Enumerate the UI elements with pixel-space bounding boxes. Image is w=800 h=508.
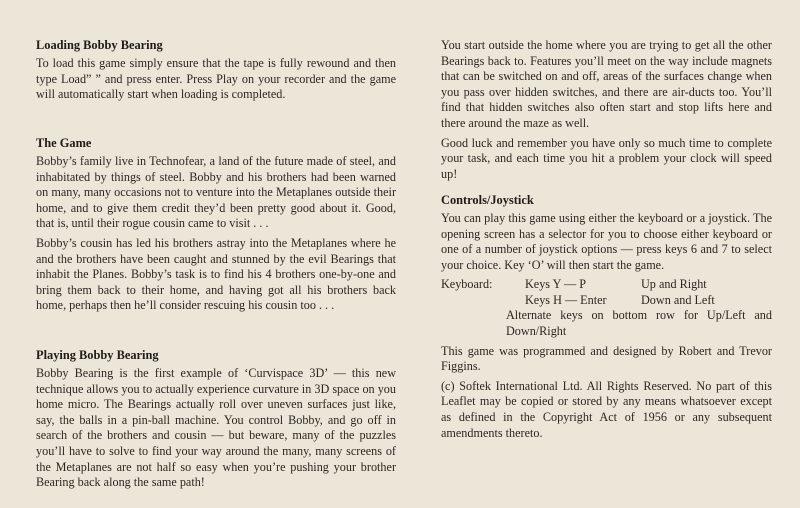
section-paragraph: Bobby Bearing is the first example of ‘Curvispace 3D’ — this new technique allows you to actually experience curvature in 3D space on you home micro. The Bearings actually roll over uneven surfaces just like, say, the balls in a pin-ball machine. You control Bobby, and go off in search of the brothers and cousin — but beware, many of the puzzles you’ll have to solve to find your way around the many, many screens of the Metaplanes are not half so easy when you’re pushing your brother Bearing back along the same path! bbox=[36, 366, 396, 490]
key-action: Up and Right bbox=[641, 277, 707, 292]
section-paragraph: You start outside the home where you are trying to get all the other Bearings back to. Features you’ll meet on the way include magnets that can be switched on and off, areas of the surfaces change when you pass over hidden switches, and there are air-ducts too. You’ll find that hidden switches also often start and stop lifts here and there around the maze as well. bbox=[441, 38, 772, 130]
section-controls bbox=[441, 193, 772, 445]
copyright-paragraph: (c) Softek International Ltd. All Rights Reserved. No part of this Leaflet may be copied or stored by any means whatsoever except as defined in the Copyright Act of 1956 or any subsequent amendments thereto. bbox=[441, 378, 772, 440]
section-heading: The Game bbox=[36, 136, 92, 150]
key-combo: Keys H — Enter bbox=[525, 292, 607, 307]
section-heading: Playing Bobby Bearing bbox=[36, 348, 159, 362]
credits-paragraph: This game was programmed and designed by Robert and Trevor Figgins. bbox=[441, 343, 772, 374]
section-heading: Controls/Joystick bbox=[441, 193, 534, 207]
section-the-game bbox=[36, 136, 396, 318]
section-heading: Loading Bobby Bearing bbox=[36, 38, 163, 52]
section-features bbox=[441, 38, 772, 186]
section-loading bbox=[36, 38, 396, 107]
key-action: Down and Left bbox=[641, 292, 715, 307]
section-paragraph: Bobby’s family live in Technofear, a land of the future made of steel, and inhabitated by things of steel. Bobby and his brothers had been warned on many, many occasions not to venture into the Metaplanes outside their home, and to give them credit they’d been pretty good about it. Good, that is, until their rogue cousin came to visit . . . bbox=[36, 154, 396, 231]
key-combo: Keys Y — P bbox=[525, 277, 587, 292]
section-paragraph: You can play this game using either the keyboard or a joystick. The opening screen has a selector for you to choose either keyboard or one of a number of joystick options — press keys 6 and 7 to select your choice. Key ‘O’ will then start the game. bbox=[441, 211, 772, 272]
section-playing bbox=[36, 348, 396, 495]
alternate-keys-note: Alternate keys on bottom row for Up/Left and Down/Right bbox=[506, 308, 772, 338]
keyboard-table bbox=[441, 277, 772, 308]
keyboard-label: Keyboard: bbox=[441, 277, 493, 292]
section-paragraph: Bobby’s cousin has led his brothers astray into the Metaplanes where he and the brothers have been caught and stunned by the evil Bearings that inhabit the Planes. Bobby’s task is to find his 4 brothers one-by-one and bring them back to their home, and having got all his brothers back home, perhaps then he’ll consider rescuing his cousin too . . . bbox=[36, 235, 396, 313]
section-paragraph: To load this game simply ensure that the tape is fully rewound and then type Load” ” and press enter. Press Play on your recorder and the game will automatically start when loading is completed. bbox=[36, 56, 396, 102]
section-paragraph: Good luck and remember you have only so much time to complete your task, and each time you hit a problem your clock will speed up! bbox=[441, 135, 772, 181]
